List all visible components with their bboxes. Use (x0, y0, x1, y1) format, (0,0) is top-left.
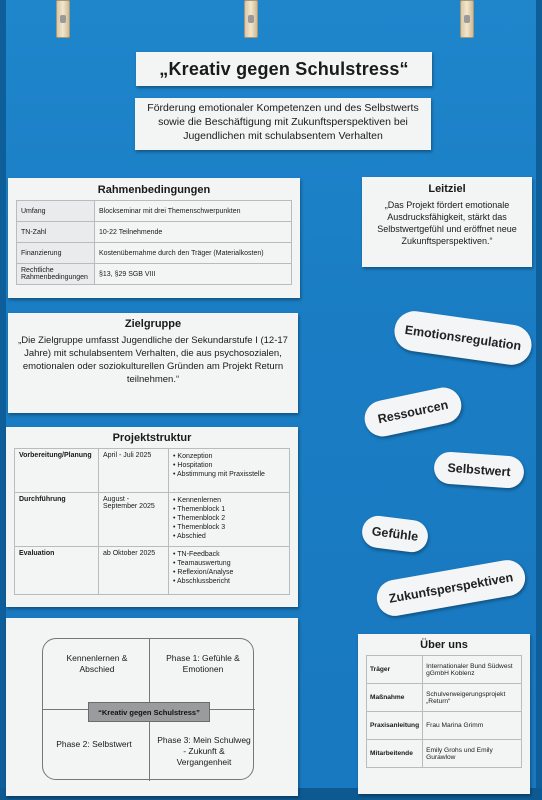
poster-subtitle-card (135, 98, 431, 150)
phases-diagram-card (6, 618, 298, 796)
diagram-quadrant-bottom-right: Phase 3: Mein Schulweg - Zukunft & Vergangenheit (157, 735, 251, 767)
poster-title: „Kreativ gegen Schulstress“ (159, 58, 409, 79)
table-row (17, 201, 292, 222)
table-row (15, 493, 290, 547)
table-value: Schulverweigerungsprojekt „Return“ (423, 684, 522, 712)
table-value: Kostenübernahme durch den Träger (Materialkosten) (95, 243, 292, 264)
diagram-quadrant-bottom-left: Phase 2: Selbstwert (56, 739, 132, 749)
table-value: Emily Grohs und Emily Gurawlow (423, 740, 522, 768)
leitziel-card (362, 177, 532, 267)
zielgruppe-card (8, 313, 298, 413)
list-item: • Abschied (173, 532, 285, 541)
table-row (367, 656, 522, 684)
phase-date: August - September 2025 (99, 493, 169, 547)
diagram-center-label: “Kreativ gegen Schulstress” (88, 702, 210, 722)
phase-name: Evaluation (15, 547, 99, 595)
table-row (367, 684, 522, 712)
rahmenbedingungen-table (16, 200, 292, 285)
clothespin-left (56, 0, 70, 38)
ueber-uns-card (358, 634, 530, 794)
phase-date: ab Oktober 2025 (99, 547, 169, 595)
ueber-uns-heading: Über uns (420, 639, 468, 651)
table-row (367, 740, 522, 768)
list-item: • Konzeption (173, 452, 285, 461)
list-item: • Abstimmung mit Praxisstelle (173, 470, 285, 479)
phases-diagram (42, 638, 254, 780)
diagram-quadrant-top-left: Kennenlernen & Abschied (66, 653, 128, 674)
list-item: • Themenblock 1 (173, 505, 285, 514)
list-item: • Kennenlernen (173, 496, 285, 505)
phase-items (169, 493, 290, 547)
phase-name: Durchführung (15, 493, 99, 547)
table-value: §13, §29 SGB VIII (95, 264, 292, 285)
ueber-uns-table (366, 655, 522, 768)
list-item: • Hospitation (173, 461, 285, 470)
list-item: • Themenblock 2 (173, 514, 285, 523)
table-row (15, 449, 290, 493)
zielgruppe-heading: Zielgruppe (124, 318, 182, 330)
phase-items (169, 547, 290, 595)
board-right-edge (536, 0, 542, 800)
table-row (17, 243, 292, 264)
zielgruppe-text: „Die Zielgruppe umfasst Jugendliche der Sekundarstufe I (12-17 Jahre) mit schulabsentem Verhalten, die aus psychosozialen, emotionalen oder soziokulturellen Gründen am Projekt Return teilnehmen.“ (18, 335, 288, 385)
table-key: Mitarbeitende (367, 740, 423, 768)
phase-items (169, 449, 290, 493)
poster-subtitle: Förderung emotionaler Kompetenzen und des Selbstwerts sowie die Beschäftigung mit Zukunftsperspektiven bei Jugendlichen mit schulabsentem Verhalten (147, 102, 419, 142)
cloud-emotionsregulation: Emotionsregulation (392, 309, 534, 368)
cloud-ressourcen: Ressourcen (361, 384, 464, 440)
phase-date: April - Juli 2025 (99, 449, 169, 493)
projektstruktur-heading: Projektstruktur (112, 432, 192, 444)
phase-name: Vorbereitung/Planung (15, 449, 99, 493)
list-item: • TN-Feedback (173, 550, 285, 559)
table-key: Praxisanleitung (367, 712, 423, 740)
table-key: TN-Zahl (17, 222, 95, 243)
list-item: • Reflexion/Analyse (173, 568, 285, 577)
table-value: Blockseminar mit drei Themenschwerpunkten (95, 201, 292, 222)
table-value: 10-22 Teilnehmende (95, 222, 292, 243)
table-row (17, 222, 292, 243)
clothespin-right (460, 0, 474, 38)
projektstruktur-card (6, 427, 298, 607)
list-item: • Teamauswertung (173, 559, 285, 568)
list-item: • Abschlussbericht (173, 577, 285, 586)
table-key: Finanzierung (17, 243, 95, 264)
list-item: • Themenblock 3 (173, 523, 285, 532)
projektstruktur-table (14, 448, 290, 595)
table-row (17, 264, 292, 285)
leitziel-text: „Das Projekt fördert emotionale Ausdrucksfähigkeit, stärkt das Selbstwertgefühl und eröffnet neue Zukunftsperspektiven.“ (377, 200, 517, 246)
table-key: Maßnahme (367, 684, 423, 712)
table-row (367, 712, 522, 740)
poster-title-card (136, 52, 432, 86)
table-key: Umfang (17, 201, 95, 222)
clothespin-center (244, 0, 258, 38)
table-key: Rechtliche Rahmenbedingungen (17, 264, 95, 285)
rahmenbedingungen-card (8, 178, 300, 298)
table-row (15, 547, 290, 595)
leitziel-heading: Leitziel (428, 183, 466, 195)
table-value: Frau Marina Grimm (423, 712, 522, 740)
cloud-zukunfsperspektiven: Zukunfsperspektiven (374, 557, 528, 619)
rahmenbedingungen-heading: Rahmenbedingungen (97, 184, 211, 196)
table-value: Internationaler Bund Südwest gGmbH Koblenz (423, 656, 522, 684)
cloud-gefuehle: Gefühle (360, 514, 429, 554)
cloud-selbstwert: Selbstwert (433, 451, 525, 489)
diagram-quadrant-top-right: Phase 1: Gefühle & Emotionen (166, 653, 240, 674)
table-key: Träger (367, 656, 423, 684)
